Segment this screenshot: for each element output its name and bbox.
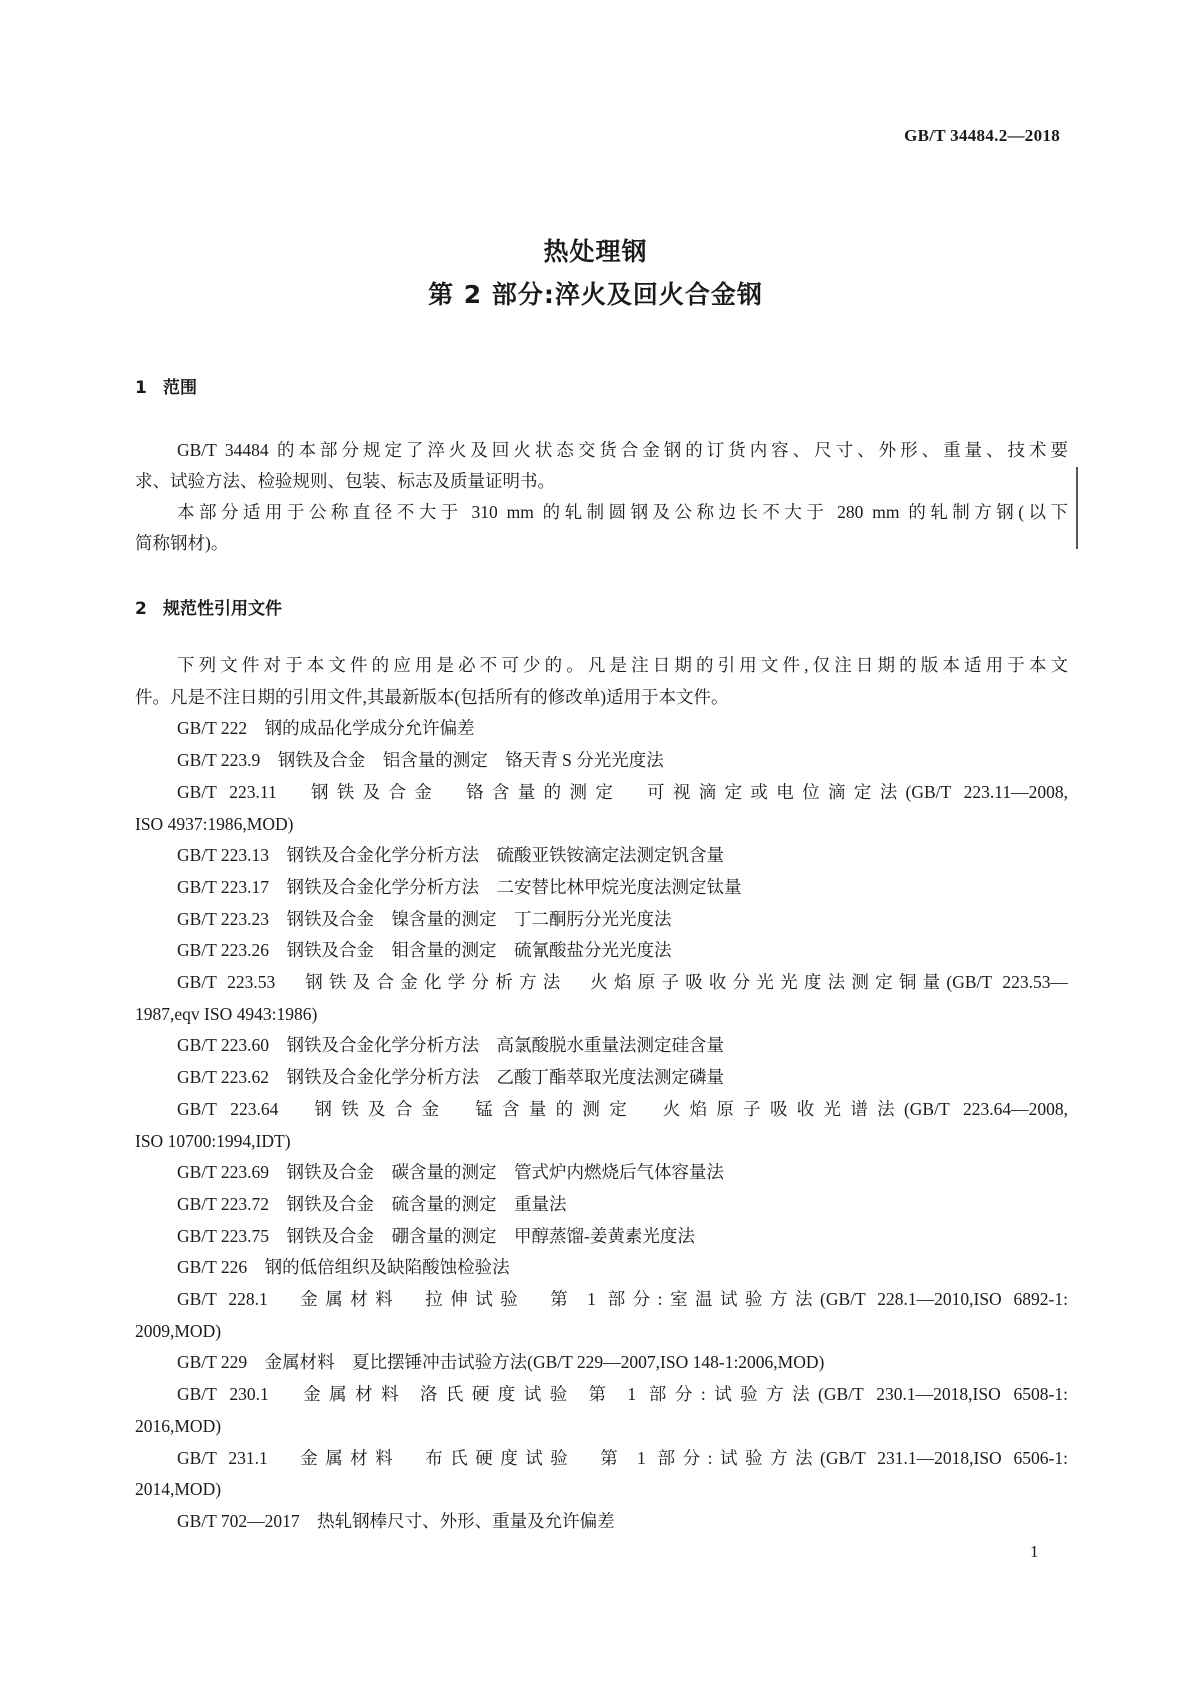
paragraph-line: 求、试验方法、检验规则、包装、标志及质量证明书。 <box>135 471 555 491</box>
section-number: 2 <box>135 599 147 619</box>
reference-line: GB/T 222 钢的成品化学成分允许偏差 <box>177 718 475 739</box>
reference-line: GB/T 223.11 钢铁及合金 铬含量的测定 可视滴定或电位滴定法(GB/T 223.11—2008, <box>177 781 1068 802</box>
reference-line: GB/T 223.26 钢铁及合金 钼含量的测定 硫氰酸盐分光光度法 <box>177 940 672 961</box>
section-heading <box>135 594 282 619</box>
reference-line: GB/T 223.60 钢铁及合金化学分析方法 高氯酸脱水重量法测定硅含量 <box>177 1035 725 1056</box>
reference-line: GB/T 230.1 金属材料 洛氏硬度试验 第 1 部分:试验方法(GB/T 230.1—2018,ISO 6508-1: <box>177 1384 1068 1405</box>
reference-line: 1987,eqv ISO 4943:1986) <box>135 1003 318 1024</box>
change-bar <box>1076 467 1078 549</box>
reference-line: GB/T 223.62 钢铁及合金化学分析方法 乙酸丁酯萃取光度法测定磷量 <box>177 1067 725 1088</box>
section-title: 规范性引用文件 <box>163 599 282 619</box>
reference-line: GB/T 702—2017 热轧钢棒尺寸、外形、重量及允许偏差 <box>177 1510 615 1531</box>
reference-line: GB/T 223.69 钢铁及合金 碳含量的测定 管式炉内燃烧后气体容量法 <box>177 1162 725 1183</box>
reference-line: GB/T 223.64 钢铁及合金 锰含量的测定 火焰原子吸收光谱法(GB/T 223.64—2008, <box>177 1098 1068 1119</box>
title-line-2: 第 2 部分:淬火及回火合金钢 <box>428 280 763 309</box>
paragraph-line: 简称钢材)。 <box>135 533 229 553</box>
section-title: 范围 <box>163 378 197 398</box>
reference-line: GB/T 223.9 钢铁及合金 铝含量的测定 铬天青 S 分光光度法 <box>177 750 664 771</box>
section-number: 1 <box>135 378 147 398</box>
reference-line: 2009,MOD) <box>135 1320 222 1341</box>
paragraph-line: 件。凡是不注日期的引用文件,其最新版本(包括所有的修改单)适用于本文件。 <box>135 686 729 707</box>
reference-line: GB/T 223.72 钢铁及合金 硫含量的测定 重量法 <box>177 1193 567 1214</box>
reference-line: GB/T 229 金属材料 夏比摆锤冲击试验方法(GB/T 229—2007,ISO 148-1:2006,MOD) <box>177 1352 825 1373</box>
reference-line: GB/T 223.75 钢铁及合金 硼含量的测定 甲醇蒸馏-姜黄素光度法 <box>177 1225 695 1246</box>
reference-line: 2014,MOD) <box>135 1479 222 1500</box>
reference-line: GB/T 223.23 钢铁及合金 镍含量的测定 丁二酮肟分光光度法 <box>177 908 672 929</box>
paragraph-line: 本部分适用于公称直径不大于 310 mm 的轧制圆钢及公称边长不大于 280 mm 的轧制方钢(以下 <box>177 502 1068 522</box>
reference-line: GB/T 223.17 钢铁及合金化学分析方法 二安替比林甲烷光度法测定钛量 <box>177 876 742 897</box>
section-heading <box>135 373 197 398</box>
reference-line: GB/T 231.1 金属材料 布氏硬度试验 第 1 部分:试验方法(GB/T 231.1—2018,ISO 6506-1: <box>177 1447 1068 1468</box>
standard-number: GB/T 34484.2—2018 <box>904 126 1060 145</box>
reference-line: GB/T 228.1 金属材料 拉伸试验 第 1 部分:室温试验方法(GB/T 228.1—2010,ISO 6892-1: <box>177 1289 1068 1309</box>
reference-line: GB/T 223.53 钢铁及合金化学分析方法 火焰原子吸收分光光度法测定铜量(GB/T 223.53— <box>177 972 1068 992</box>
paragraph-line: 下列文件对于本文件的应用是必不可少的。凡是注日期的引用文件,仅注日期的版本适用于本文 <box>177 655 1068 675</box>
page-number: 1 <box>1030 1542 1039 1561</box>
reference-line: GB/T 226 钢的低倍组织及缺陷酸蚀检验法 <box>177 1257 510 1278</box>
reference-line: 2016,MOD) <box>135 1415 222 1436</box>
reference-line: ISO 4937:1986,MOD) <box>135 813 294 834</box>
reference-line: ISO 10700:1994,IDT) <box>135 1130 291 1151</box>
title-line-1: 热处理钢 <box>543 237 648 266</box>
paragraph-line: GB/T 34484 的本部分规定了淬火及回火状态交货合金钢的订货内容、尺寸、外形、重量、技术要 <box>177 440 1068 460</box>
reference-line: GB/T 223.13 钢铁及合金化学分析方法 硫酸亚铁铵滴定法测定钒含量 <box>177 845 725 866</box>
